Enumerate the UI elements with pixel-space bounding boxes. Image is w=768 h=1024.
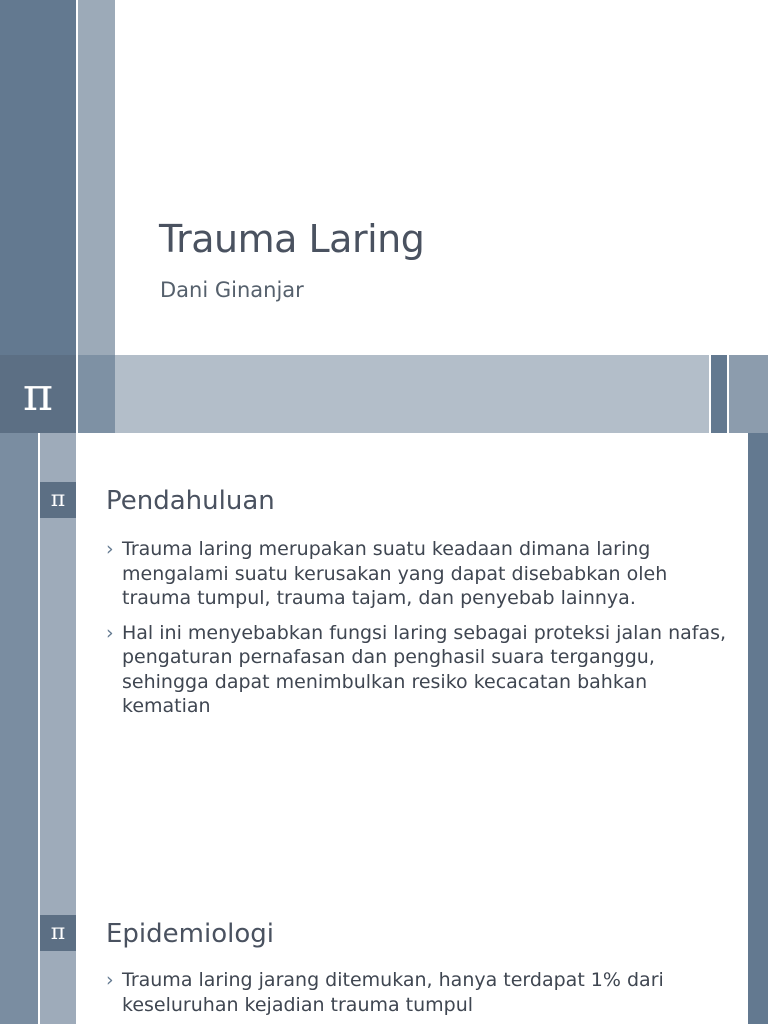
left-dark-bar bbox=[0, 433, 38, 866]
content-slide-pendahuluan bbox=[0, 433, 768, 866]
left-dark-bar bbox=[0, 0, 76, 355]
right-accent-bar bbox=[748, 433, 768, 866]
slide-subtitle: Dani Ginanjar bbox=[160, 278, 304, 302]
bullet-chevron-icon: › bbox=[106, 538, 114, 560]
pi-icon: π bbox=[40, 482, 76, 518]
band-segment bbox=[711, 355, 727, 433]
bullet-list bbox=[106, 537, 736, 729]
list-item bbox=[106, 621, 736, 719]
list-item bbox=[106, 537, 736, 611]
left-dark-bar bbox=[0, 866, 38, 1024]
bullet-text: Trauma laring merupakan suatu keadaan dimana laring mengalami suatu kerusakan yang dapat disebabkan oleh trauma tumpul, trauma tajam, dan penyebab lainnya. bbox=[122, 538, 668, 609]
title-slide bbox=[0, 0, 768, 433]
right-accent-bar bbox=[748, 866, 768, 1024]
slide-heading: Epidemiologi bbox=[106, 919, 274, 949]
list-item bbox=[106, 968, 736, 1017]
content-slide-epidemiologi bbox=[0, 866, 768, 1024]
slide-title: Trauma Laring bbox=[159, 217, 425, 261]
band-segment bbox=[729, 355, 768, 433]
slide-heading: Pendahuluan bbox=[106, 486, 275, 516]
pi-logo-icon: π bbox=[0, 355, 76, 433]
bullet-chevron-icon: › bbox=[106, 969, 114, 991]
bullet-list bbox=[106, 968, 736, 1024]
bullet-text: Trauma laring jarang ditemukan, hanya terdapat 1% dari keseluruhan kejadian trauma tumpul bbox=[122, 969, 664, 1016]
left-light-bar bbox=[78, 0, 115, 355]
band-segment bbox=[115, 355, 709, 433]
band-segment bbox=[78, 355, 115, 433]
bullet-chevron-icon: › bbox=[106, 621, 114, 644]
pi-icon: π bbox=[40, 915, 76, 951]
bullet-text: Hal ini menyebabkan fungsi laring sebagai proteksi jalan nafas, pengaturan pernafasan dan penghasil suara terganggu, sehingga dapat menimbulkan resiko kecacatan bahkan kematian bbox=[122, 621, 727, 717]
